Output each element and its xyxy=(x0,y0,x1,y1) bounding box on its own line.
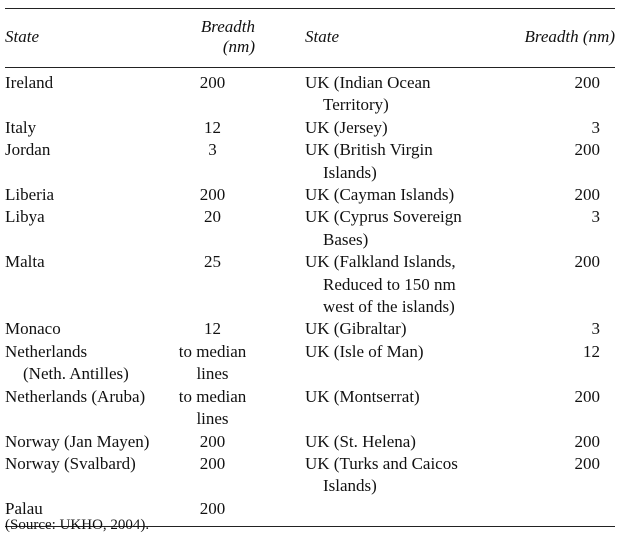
state-left-cell xyxy=(5,386,170,431)
breadth-left-line: 200 xyxy=(199,453,226,473)
table-row xyxy=(5,341,615,386)
spacer-cell xyxy=(255,68,305,117)
spacer-cell xyxy=(255,386,305,431)
breadth-right-line: 200 xyxy=(574,73,600,92)
state-left-line: Norway (Svalbard) xyxy=(5,453,136,473)
table-row xyxy=(5,251,615,318)
spacer-cell xyxy=(255,117,305,139)
state-right-line: Bases) xyxy=(323,229,369,249)
state-right-cell xyxy=(305,117,505,139)
breadth-right-cell xyxy=(505,453,615,498)
breadth-left-cell xyxy=(170,251,255,318)
state-right-cell xyxy=(305,68,505,117)
breadth-right-line: 3 xyxy=(591,319,600,339)
breadth-right-line: 200 xyxy=(574,252,600,272)
state-right-line: UK (Falkland Islands, xyxy=(305,252,456,272)
breadth-left-line: 200 xyxy=(199,431,226,451)
header-state-left: State xyxy=(5,27,39,46)
state-right-cell xyxy=(305,341,505,386)
breadth-left-cell xyxy=(170,68,255,117)
state-left-line: Malta xyxy=(5,252,45,272)
breadth-right-line: 200 xyxy=(574,431,600,451)
state-right-line: UK (Isle of Man) xyxy=(305,341,424,361)
breadth-right-cell xyxy=(505,386,615,431)
spacer-cell xyxy=(255,206,305,251)
state-right-cell xyxy=(305,318,505,340)
state-right-line: UK (British Virgin xyxy=(305,140,433,160)
state-right-line: Territory) xyxy=(323,95,389,115)
table-row xyxy=(5,68,615,117)
breadth-left-cell xyxy=(170,431,255,453)
breadth-right-cell xyxy=(505,184,615,206)
state-left-line: Palau xyxy=(5,498,43,518)
header-state-right: State xyxy=(305,27,339,46)
table-row xyxy=(5,453,615,498)
state-left-line: Ireland xyxy=(5,73,54,92)
state-right-line: UK (St. Helena) xyxy=(305,431,416,451)
state-left-line: Libya xyxy=(5,207,45,227)
state-left-line: (Neth. Antilles) xyxy=(23,364,129,384)
spacer-cell xyxy=(255,139,305,184)
state-right-line: UK (Montserrat) xyxy=(305,386,420,406)
breadth-right-cell xyxy=(505,251,615,318)
table-row xyxy=(5,117,615,139)
state-right-cell xyxy=(305,251,505,318)
header-breadth-left: Breadth (nm) xyxy=(200,17,255,56)
breadth-right-line: 3 xyxy=(591,207,600,227)
state-left-line: Italy xyxy=(5,117,37,137)
state-left-line: Monaco xyxy=(5,319,61,339)
state-right-line: UK (Indian Ocean xyxy=(305,73,431,92)
spacer-cell xyxy=(255,251,305,318)
state-right-line: west of the islands) xyxy=(323,297,455,317)
breadth-left-line: 200 xyxy=(199,73,226,92)
breadth-left-line: 200 xyxy=(199,185,226,205)
header-spacer xyxy=(255,9,305,67)
breadth-left-line: lines xyxy=(196,364,229,384)
breadth-right-cell xyxy=(505,498,615,526)
breadth-right-line: 200 xyxy=(574,453,600,473)
breadth-right-line: 200 xyxy=(574,185,600,205)
spacer-cell xyxy=(255,453,305,498)
state-right-line: Islands) xyxy=(323,476,377,496)
breadth-table-body xyxy=(5,68,615,526)
breadth-right-cell xyxy=(505,117,615,139)
breadth-table xyxy=(5,9,615,67)
breadth-right-line: 12 xyxy=(583,341,600,361)
table-row xyxy=(5,206,615,251)
breadth-left-line: 20 xyxy=(204,207,221,227)
state-left-cell xyxy=(5,318,170,340)
breadth-right-cell xyxy=(505,139,615,184)
state-left-cell xyxy=(5,453,170,498)
breadth-left-cell xyxy=(170,341,255,386)
state-left-cell xyxy=(5,341,170,386)
state-right-cell xyxy=(305,498,505,526)
state-left-line: Netherlands (Aruba) xyxy=(5,386,146,406)
table-row xyxy=(5,318,615,340)
table-row xyxy=(5,431,615,453)
breadth-left-cell xyxy=(170,206,255,251)
state-left-cell xyxy=(5,251,170,318)
breadth-left-cell xyxy=(170,386,255,431)
breadth-right-cell xyxy=(505,206,615,251)
state-right-line: Reduced to 150 nm xyxy=(323,274,456,294)
spacer-cell xyxy=(255,341,305,386)
breadth-left-line: 3 xyxy=(208,140,217,160)
breadth-left-cell xyxy=(170,139,255,184)
state-right-line: UK (Cayman Islands) xyxy=(305,185,455,205)
breadth-right-cell xyxy=(505,431,615,453)
state-left-cell xyxy=(5,206,170,251)
state-left-cell xyxy=(5,68,170,117)
state-right-cell xyxy=(305,453,505,498)
state-right-cell xyxy=(305,386,505,431)
state-left-line: Norway (Jan Mayen) xyxy=(5,431,150,451)
breadth-right-cell xyxy=(505,318,615,340)
state-left-cell xyxy=(5,117,170,139)
source-note: (Source: UKHO, 2004). xyxy=(5,517,150,533)
state-right-cell xyxy=(305,431,505,453)
breadth-right-line: 3 xyxy=(591,117,600,137)
state-right-cell xyxy=(305,184,505,206)
spacer-cell xyxy=(255,184,305,206)
state-right-line: UK (Turks and Caicos xyxy=(305,453,458,473)
breadth-left-cell xyxy=(170,117,255,139)
state-left-cell xyxy=(5,139,170,184)
state-left-line: Netherlands xyxy=(5,341,88,361)
breadth-left-line: 200 xyxy=(199,498,226,518)
header-row xyxy=(5,9,615,67)
breadth-right-line: 200 xyxy=(574,140,600,160)
breadth-left-line: to median xyxy=(178,341,247,361)
breadth-left-line: lines xyxy=(196,409,229,429)
breadth-right-line: 200 xyxy=(574,386,600,406)
breadth-right-cell xyxy=(505,68,615,117)
state-right-line: UK (Cyprus Sovereign xyxy=(305,207,462,227)
breadth-left-cell xyxy=(170,184,255,206)
spacer-cell xyxy=(255,498,305,526)
spacer-cell xyxy=(255,318,305,340)
state-left-line: Liberia xyxy=(5,185,55,205)
state-left-line: Jordan xyxy=(5,140,51,160)
state-right-cell xyxy=(305,139,505,184)
table-row xyxy=(5,184,615,206)
breadth-table-container xyxy=(5,8,615,527)
table-row xyxy=(5,139,615,184)
breadth-left-cell xyxy=(170,498,255,526)
table-row xyxy=(5,386,615,431)
state-right-line: UK (Jersey) xyxy=(305,117,388,137)
spacer-cell xyxy=(255,431,305,453)
state-left-cell xyxy=(5,431,170,453)
state-left-cell xyxy=(5,184,170,206)
breadth-left-cell xyxy=(170,318,255,340)
breadth-left-line: 12 xyxy=(204,117,221,137)
breadth-left-line: 12 xyxy=(204,319,221,339)
state-right-line: Islands) xyxy=(323,162,377,182)
breadth-right-cell xyxy=(505,341,615,386)
breadth-left-cell xyxy=(170,453,255,498)
breadth-left-line: to median xyxy=(178,386,247,406)
state-right-cell xyxy=(305,206,505,251)
state-right-line: UK (Gibraltar) xyxy=(305,319,407,339)
breadth-left-line: 25 xyxy=(204,252,221,272)
header-breadth-right: Breadth (nm) xyxy=(524,27,615,46)
